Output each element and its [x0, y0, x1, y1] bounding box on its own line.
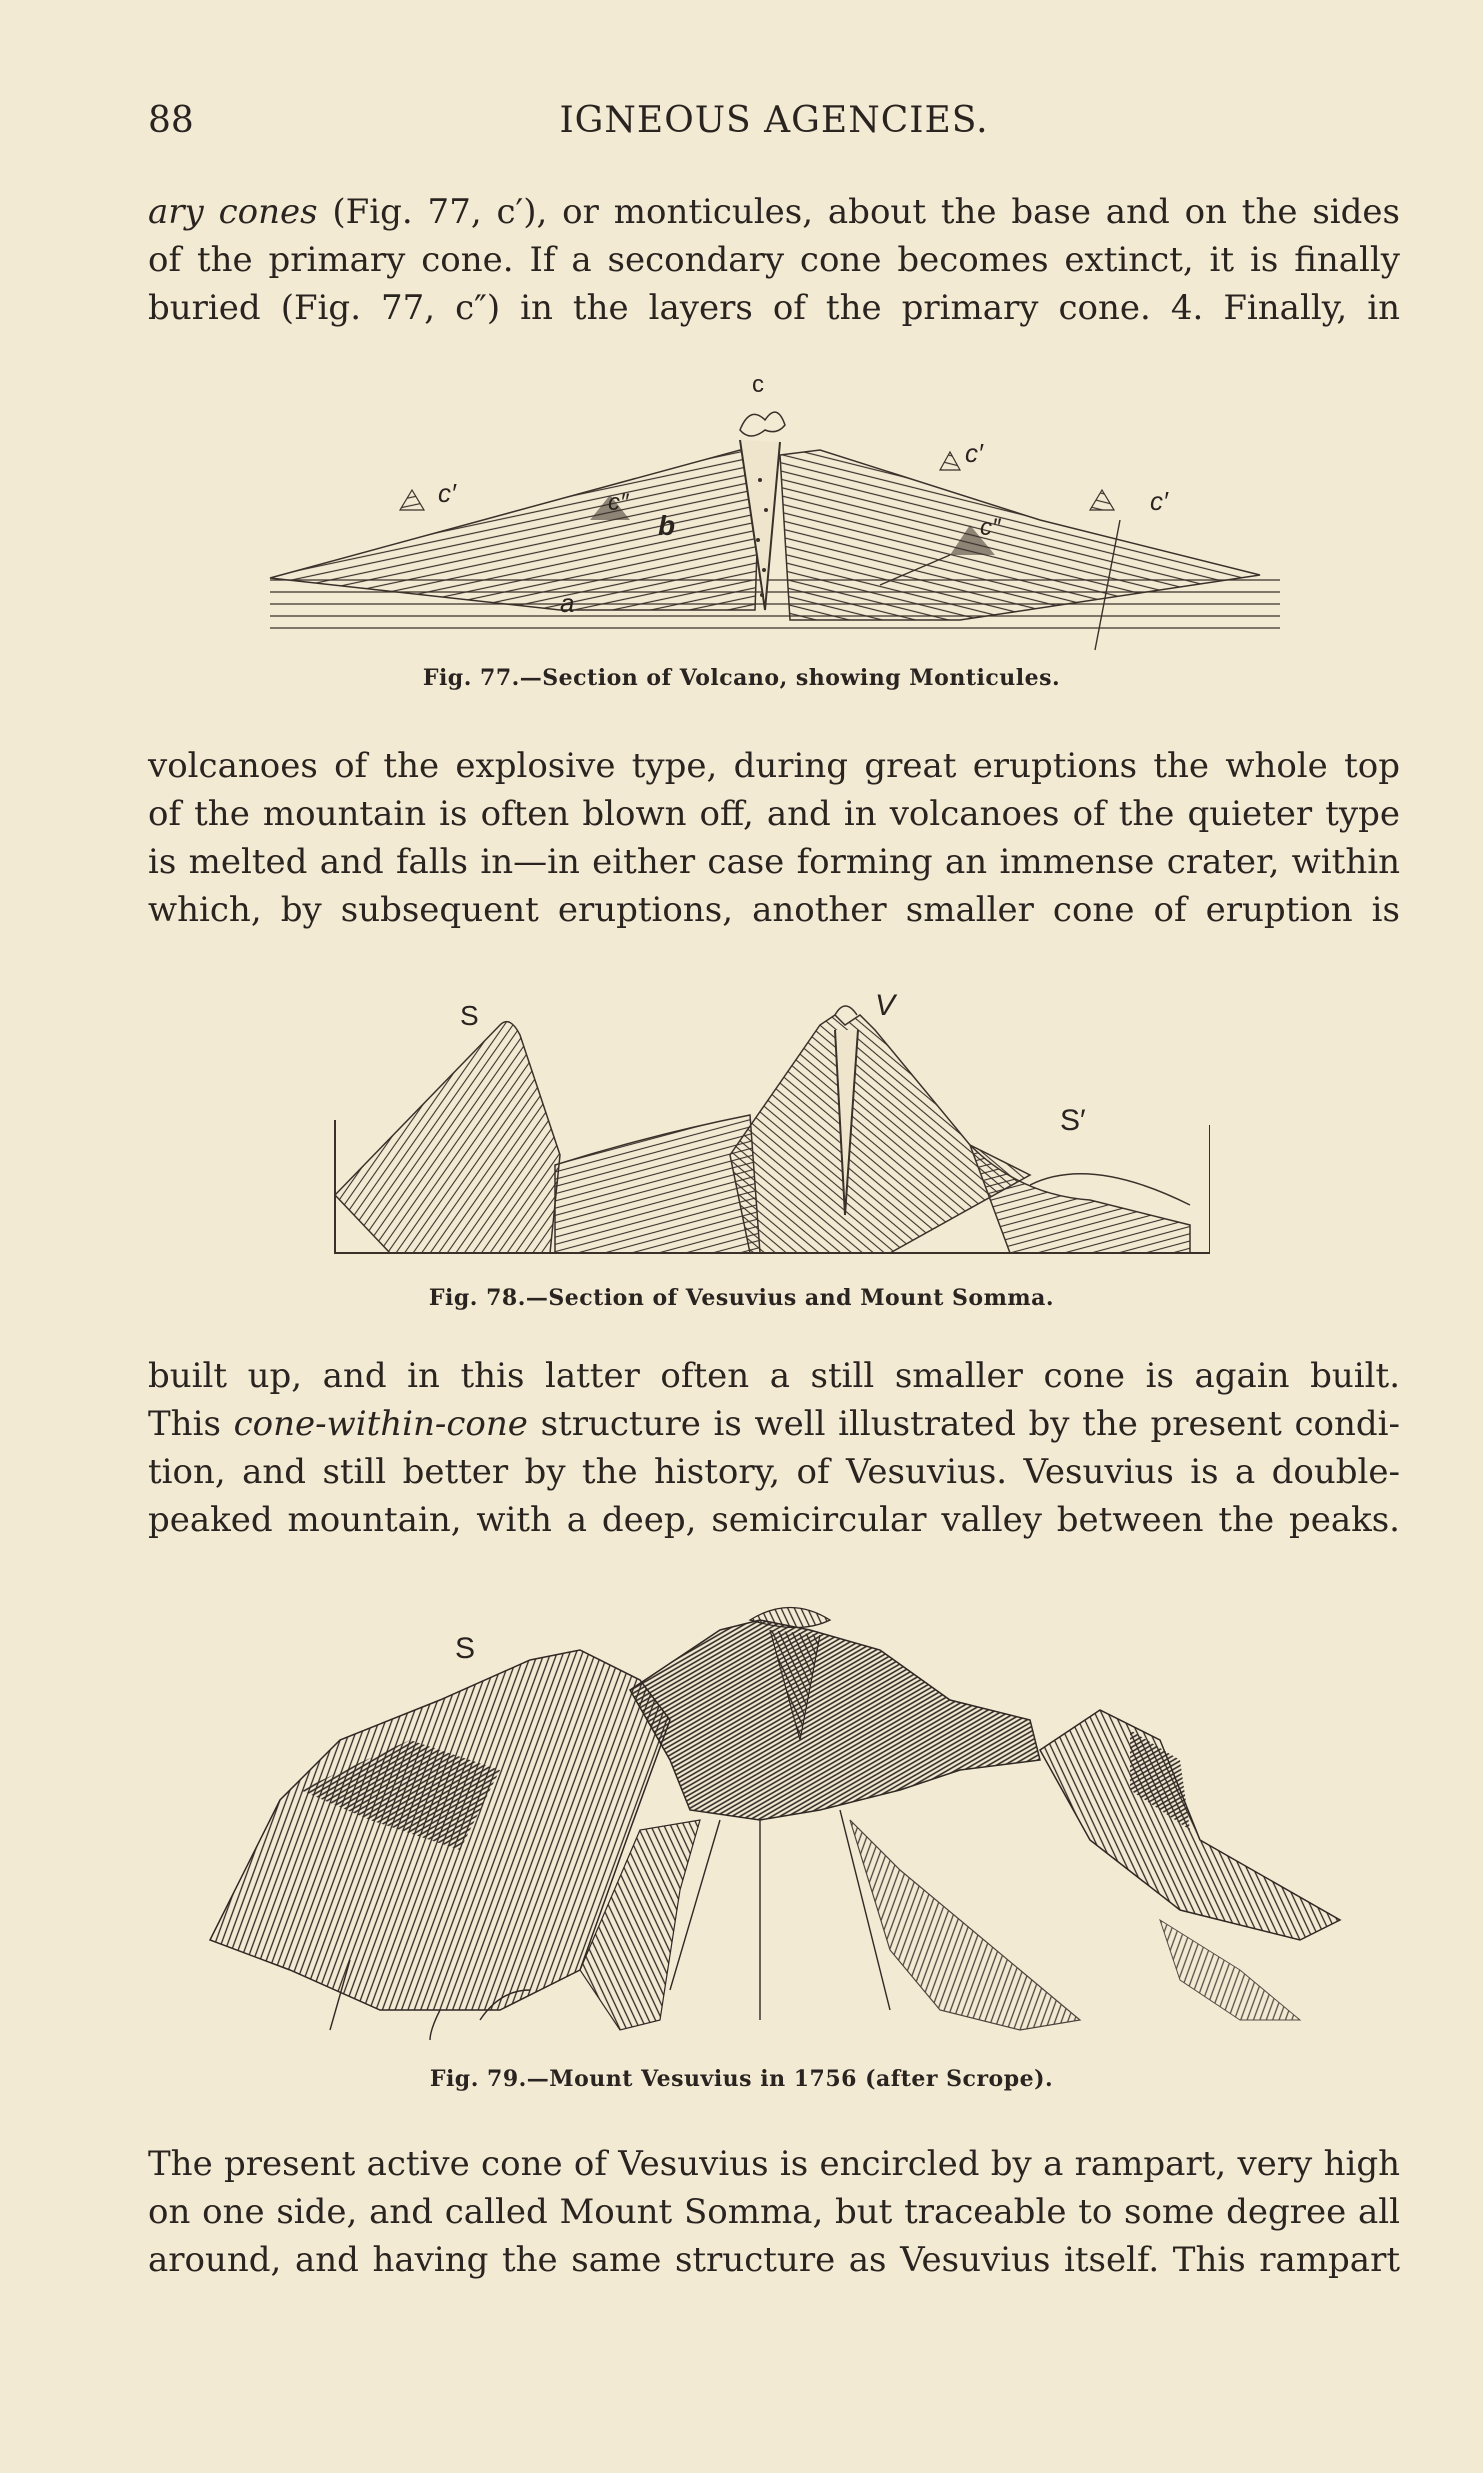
label-s: S: [460, 1000, 479, 1031]
label-v: V: [875, 989, 896, 1022]
figure-79-illustration: [200, 1590, 1350, 2050]
text-line: [148, 1400, 1400, 1448]
label-c-double-prime-right: c″: [980, 514, 1001, 541]
italic-term: ary cones: [148, 192, 318, 232]
text-span: This: [148, 1404, 234, 1444]
label-b: b: [658, 510, 676, 541]
figure-78-caption: Fig. 78.—Section of Vesuvius and Mount Somma.: [428, 1285, 1055, 1311]
text-line: [148, 188, 1400, 236]
label-c-prime-left: c′: [438, 478, 456, 508]
figure-78-illustration: [330, 975, 1210, 1255]
text-span: structure is well illustrated by the present condi-: [527, 1404, 1400, 1444]
figure-77-illustration: [260, 370, 1290, 670]
text-line: built up, and in this latter often a still smaller cone is again built.: [148, 1356, 1400, 1396]
figure-77-caption: Fig. 77.—Section of Volcano, showing Monticules.: [422, 665, 1061, 691]
figure-79-caption: Fig. 79.—Mount Vesuvius in 1756 (after Scrope).: [429, 2066, 1054, 2092]
text-line: tion, and still better by the history, of Vesuvius. Vesuvius is a double-: [148, 1452, 1400, 1492]
paragraph-4: [148, 2140, 1400, 2284]
text-line: around, and having the same structure as Vesuvius itself. This rampart: [148, 2240, 1400, 2280]
text-line: of the primary cone. If a secondary cone becomes extinct, it is finally: [148, 240, 1400, 280]
text-line: which, by subsequent eruptions, another smaller cone of eruption is: [148, 890, 1400, 930]
label-c-double-prime-left: c″: [608, 489, 629, 516]
running-title: IGNEOUS AGENCIES.: [559, 100, 989, 141]
text-line: on one side, and called Mount Somma, but traceable to some degree all: [148, 2192, 1400, 2232]
label-s-prime: S′: [1060, 1104, 1086, 1137]
page-number: 88: [148, 100, 194, 141]
text-line: peaked mountain, with a deep, semicircular valley between the peaks.: [148, 1500, 1400, 1540]
paragraph-2: [148, 742, 1400, 934]
label-a: a: [560, 588, 575, 618]
paragraph-3: [148, 1352, 1400, 1544]
paragraph-1: [148, 188, 1400, 332]
text-line: The present active cone of Vesuvius is encircled by a rampart, very high: [148, 2144, 1400, 2184]
text-line: buried (Fig. 77, c″) in the layers of the primary cone. 4. Finally, in: [148, 288, 1400, 328]
label-c-prime-right: c′: [965, 438, 983, 468]
figure-77: [260, 370, 1290, 670]
label-c-prime-far-right: c′: [1150, 486, 1168, 516]
italic-term: cone-within-cone: [233, 1404, 528, 1444]
figure-79: [200, 1590, 1350, 2050]
text-line: is melted and falls in—in either case forming an immense crater, within: [148, 842, 1400, 882]
text-span: (Fig. 77, c′), or monticules, about the base and on the sides: [317, 192, 1400, 232]
running-head: [148, 100, 1400, 150]
text-line: of the mountain is often blown off, and in volcanoes of the quieter type: [148, 794, 1400, 834]
label-s: S: [455, 1632, 476, 1665]
label-c: c: [752, 371, 764, 398]
text-line: volcanoes of the explosive type, during great eruptions the whole top: [148, 746, 1400, 786]
figure-78: [330, 975, 1210, 1255]
